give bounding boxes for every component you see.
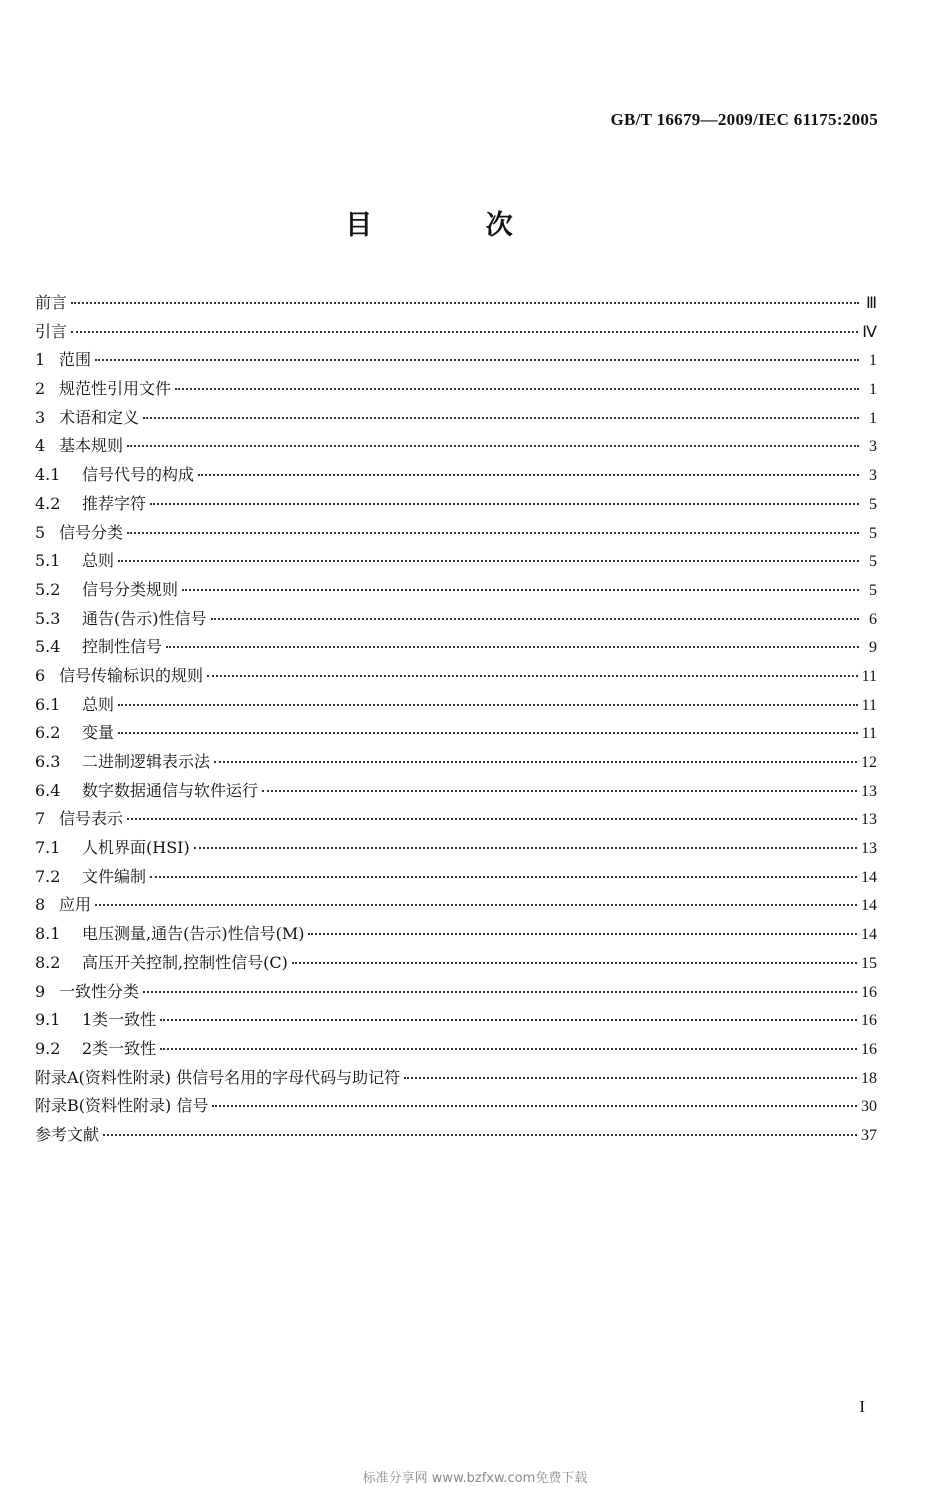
toc-entry-title: 通告(告示)性信号 bbox=[82, 608, 207, 628]
toc-entry-title: 信号传输标识的规则 bbox=[59, 665, 204, 685]
toc-entry-page: 9 bbox=[869, 639, 877, 657]
toc-leader-dots bbox=[212, 1105, 857, 1107]
toc-entry-title: 控制性信号 bbox=[82, 637, 163, 657]
toc-leader-dots bbox=[95, 904, 857, 906]
toc-entry-page: 30 bbox=[861, 1098, 877, 1116]
toc-entry-page: 18 bbox=[861, 1069, 877, 1087]
toc-entry-number: 8.2 bbox=[35, 952, 61, 972]
toc-entry-number: 9.2 bbox=[35, 1038, 61, 1058]
toc-entry-title: 基本规则 bbox=[59, 436, 124, 456]
page-title: 目 次 bbox=[345, 210, 565, 241]
toc-entry[interactable] bbox=[35, 1122, 877, 1151]
toc-entry-page: 13 bbox=[861, 840, 877, 858]
toc-entry-title: 前言 bbox=[35, 293, 68, 312]
toc-entry-number: 1 bbox=[35, 350, 46, 370]
toc-entry[interactable] bbox=[35, 1007, 877, 1036]
toc-entry-number: 5.2 bbox=[35, 579, 61, 599]
toc-entry[interactable] bbox=[35, 778, 877, 807]
toc-entry[interactable] bbox=[35, 319, 877, 348]
toc-entry-page: 3 bbox=[869, 438, 877, 456]
toc-entry-page: 11 bbox=[861, 725, 877, 743]
toc-entry-title: 二进制逻辑表示法 bbox=[82, 752, 211, 771]
toc-entry[interactable] bbox=[35, 634, 877, 663]
toc-entry[interactable] bbox=[35, 835, 877, 864]
toc-entry[interactable] bbox=[35, 892, 877, 921]
toc-entry-page: 13 bbox=[861, 811, 877, 829]
toc-entry-number: 9 bbox=[35, 981, 46, 1001]
toc-entry[interactable] bbox=[35, 491, 877, 520]
toc-entry-title: 电压测量,通告(告示)性信号(M) bbox=[82, 924, 305, 944]
toc-entry-title: 数字数据通信与软件运行 bbox=[82, 780, 259, 800]
toc-entry-number: 5.1 bbox=[35, 551, 61, 571]
toc-entry-number: 4.2 bbox=[35, 493, 61, 513]
toc-entry[interactable] bbox=[35, 1036, 877, 1065]
toc-entry-title: 高压开关控制,控制性信号(C) bbox=[82, 952, 288, 972]
toc-entry-title: 附录B(资料性附录) 信号 bbox=[35, 1096, 209, 1116]
toc-entry-title: 应用 bbox=[59, 895, 92, 915]
toc-entry[interactable] bbox=[35, 720, 877, 749]
toc-entry[interactable] bbox=[35, 520, 877, 549]
toc-leader-dots bbox=[211, 618, 860, 620]
toc-entry[interactable] bbox=[35, 806, 877, 835]
toc-leader-dots bbox=[127, 818, 857, 820]
toc-leader-dots bbox=[308, 933, 857, 935]
toc-entry-page: 1 bbox=[869, 381, 877, 399]
toc-entry[interactable] bbox=[35, 548, 877, 577]
toc-entry-page: 1 bbox=[869, 409, 877, 427]
toc-entry-page: 1 bbox=[869, 352, 877, 370]
toc-leader-dots bbox=[118, 732, 858, 734]
toc-entry-page: 16 bbox=[861, 1040, 877, 1058]
toc-entry-number: 3 bbox=[35, 407, 46, 427]
toc-entry[interactable] bbox=[35, 663, 877, 692]
toc-entry-title: 一致性分类 bbox=[59, 981, 140, 1001]
toc-leader-dots bbox=[214, 761, 857, 763]
toc-entry-title: 1类一致性 bbox=[82, 1010, 157, 1030]
toc-entry[interactable] bbox=[35, 577, 877, 606]
toc-entry[interactable] bbox=[35, 290, 877, 319]
toc-leader-dots bbox=[292, 962, 857, 964]
toc-entry[interactable] bbox=[35, 979, 877, 1008]
toc-entry-page: 14 bbox=[861, 897, 877, 915]
toc-leader-dots bbox=[194, 847, 857, 849]
toc-entry-page: 37 bbox=[861, 1126, 877, 1144]
toc-entry-page: 11 bbox=[861, 667, 877, 685]
toc-entry[interactable] bbox=[35, 433, 877, 462]
toc-leader-dots bbox=[127, 532, 859, 534]
toc-entry-page: Ⅲ bbox=[865, 295, 877, 312]
toc-entry-number: 4 bbox=[35, 436, 46, 456]
toc-entry-page: 12 bbox=[861, 754, 877, 771]
toc-entry-title: 引言 bbox=[35, 321, 68, 341]
toc-entry[interactable] bbox=[35, 376, 877, 405]
toc-leader-dots bbox=[118, 704, 858, 706]
table-of-contents bbox=[35, 290, 877, 1151]
toc-leader-dots bbox=[118, 560, 859, 562]
toc-entry-title: 术语和定义 bbox=[59, 407, 140, 427]
toc-entry-page: Ⅳ bbox=[862, 323, 877, 341]
toc-entry-title: 信号分类规则 bbox=[82, 579, 179, 599]
toc-leader-dots bbox=[150, 503, 859, 505]
toc-leader-dots bbox=[71, 331, 858, 333]
toc-entry[interactable] bbox=[35, 606, 877, 635]
toc-entry-number: 6 bbox=[35, 665, 46, 685]
toc-leader-dots bbox=[95, 359, 859, 361]
toc-leader-dots bbox=[143, 991, 857, 993]
toc-entry-title: 信号分类 bbox=[59, 522, 124, 542]
toc-entry-page: 5 bbox=[869, 524, 877, 542]
toc-entry-number: 7 bbox=[35, 809, 46, 829]
toc-entry-title: 文件编制 bbox=[82, 866, 147, 886]
toc-entry[interactable] bbox=[35, 950, 877, 979]
toc-entry-number: 5 bbox=[35, 522, 46, 542]
toc-entry-title: 总则 bbox=[82, 551, 115, 571]
toc-entry-number: 8 bbox=[35, 895, 46, 915]
toc-entry-page: 5 bbox=[869, 581, 877, 599]
toc-leader-dots bbox=[198, 474, 859, 476]
toc-entry[interactable] bbox=[35, 864, 877, 893]
toc-entry-page: 5 bbox=[869, 495, 877, 513]
toc-entry-title: 规范性引用文件 bbox=[59, 379, 172, 399]
toc-entry-title: 变量 bbox=[82, 723, 115, 743]
toc-entry[interactable] bbox=[35, 1065, 877, 1094]
toc-entry-number: 6.3 bbox=[35, 752, 61, 771]
toc-entry[interactable] bbox=[35, 347, 877, 376]
toc-entry-number: 6.4 bbox=[35, 780, 61, 800]
toc-entry-title: 人机界面(HSI) bbox=[82, 838, 190, 858]
toc-leader-dots bbox=[71, 302, 859, 304]
toc-leader-dots bbox=[262, 790, 857, 792]
toc-entry-number: 7.1 bbox=[35, 838, 61, 858]
toc-leader-dots bbox=[175, 388, 859, 390]
toc-entry-title: 推荐字符 bbox=[82, 493, 147, 513]
watermark: 标准分享网 www.bzfxw.com免费下载 bbox=[362, 1471, 588, 1486]
toc-entry-number: 2 bbox=[35, 379, 46, 399]
toc-entry[interactable] bbox=[35, 462, 877, 491]
toc-entry-page: 14 bbox=[861, 868, 877, 886]
toc-entry-page: 15 bbox=[861, 954, 877, 972]
toc-leader-dots bbox=[143, 417, 859, 419]
toc-leader-dots bbox=[404, 1077, 857, 1079]
toc-entry[interactable] bbox=[35, 921, 877, 950]
toc-leader-dots bbox=[127, 445, 859, 447]
toc-entry-number: 6.2 bbox=[35, 723, 61, 743]
toc-entry-page: 11 bbox=[861, 696, 877, 714]
toc-entry-page: 14 bbox=[861, 926, 877, 944]
toc-entry-page: 5 bbox=[869, 553, 877, 571]
toc-leader-dots bbox=[166, 646, 859, 648]
toc-entry-number: 7.2 bbox=[35, 866, 61, 886]
toc-entry-page: 3 bbox=[869, 467, 877, 485]
toc-entry-title: 附录A(资料性附录) 供信号名用的字母代码与助记符 bbox=[35, 1067, 401, 1087]
toc-entry[interactable] bbox=[35, 749, 877, 778]
toc-entry-number: 9.1 bbox=[35, 1010, 61, 1030]
toc-entry-number: 4.1 bbox=[35, 465, 61, 485]
toc-entry[interactable] bbox=[35, 405, 877, 434]
toc-entry-page: 13 bbox=[861, 782, 877, 800]
toc-leader-dots bbox=[150, 876, 857, 878]
toc-entry[interactable] bbox=[35, 692, 877, 721]
toc-entry-number: 5.4 bbox=[35, 637, 61, 657]
toc-entry-title: 范围 bbox=[59, 350, 92, 370]
toc-leader-dots bbox=[160, 1019, 857, 1021]
toc-leader-dots bbox=[103, 1134, 857, 1136]
toc-entry-title: 信号代号的构成 bbox=[82, 465, 195, 485]
toc-leader-dots bbox=[160, 1048, 857, 1050]
page-number: I bbox=[859, 1397, 865, 1416]
toc-entry-page: 16 bbox=[861, 1012, 877, 1030]
toc-entry-page: 6 bbox=[869, 610, 877, 628]
toc-entry-title: 总则 bbox=[82, 694, 115, 714]
toc-entry-title: 2类一致性 bbox=[82, 1038, 157, 1058]
toc-entry-number: 5.3 bbox=[35, 608, 61, 628]
standard-number: GB/T 16679—2009/IEC 61175:2005 bbox=[610, 110, 878, 129]
toc-entry-title: 参考文献 bbox=[35, 1124, 100, 1144]
toc-entry-number: 8.1 bbox=[35, 924, 61, 944]
toc-entry-title: 信号表示 bbox=[59, 809, 124, 829]
toc-leader-dots bbox=[207, 675, 858, 677]
toc-entry-page: 16 bbox=[861, 983, 877, 1001]
toc-entry[interactable] bbox=[35, 1093, 877, 1122]
toc-leader-dots bbox=[182, 589, 859, 591]
toc-entry-number: 6.1 bbox=[35, 694, 61, 714]
